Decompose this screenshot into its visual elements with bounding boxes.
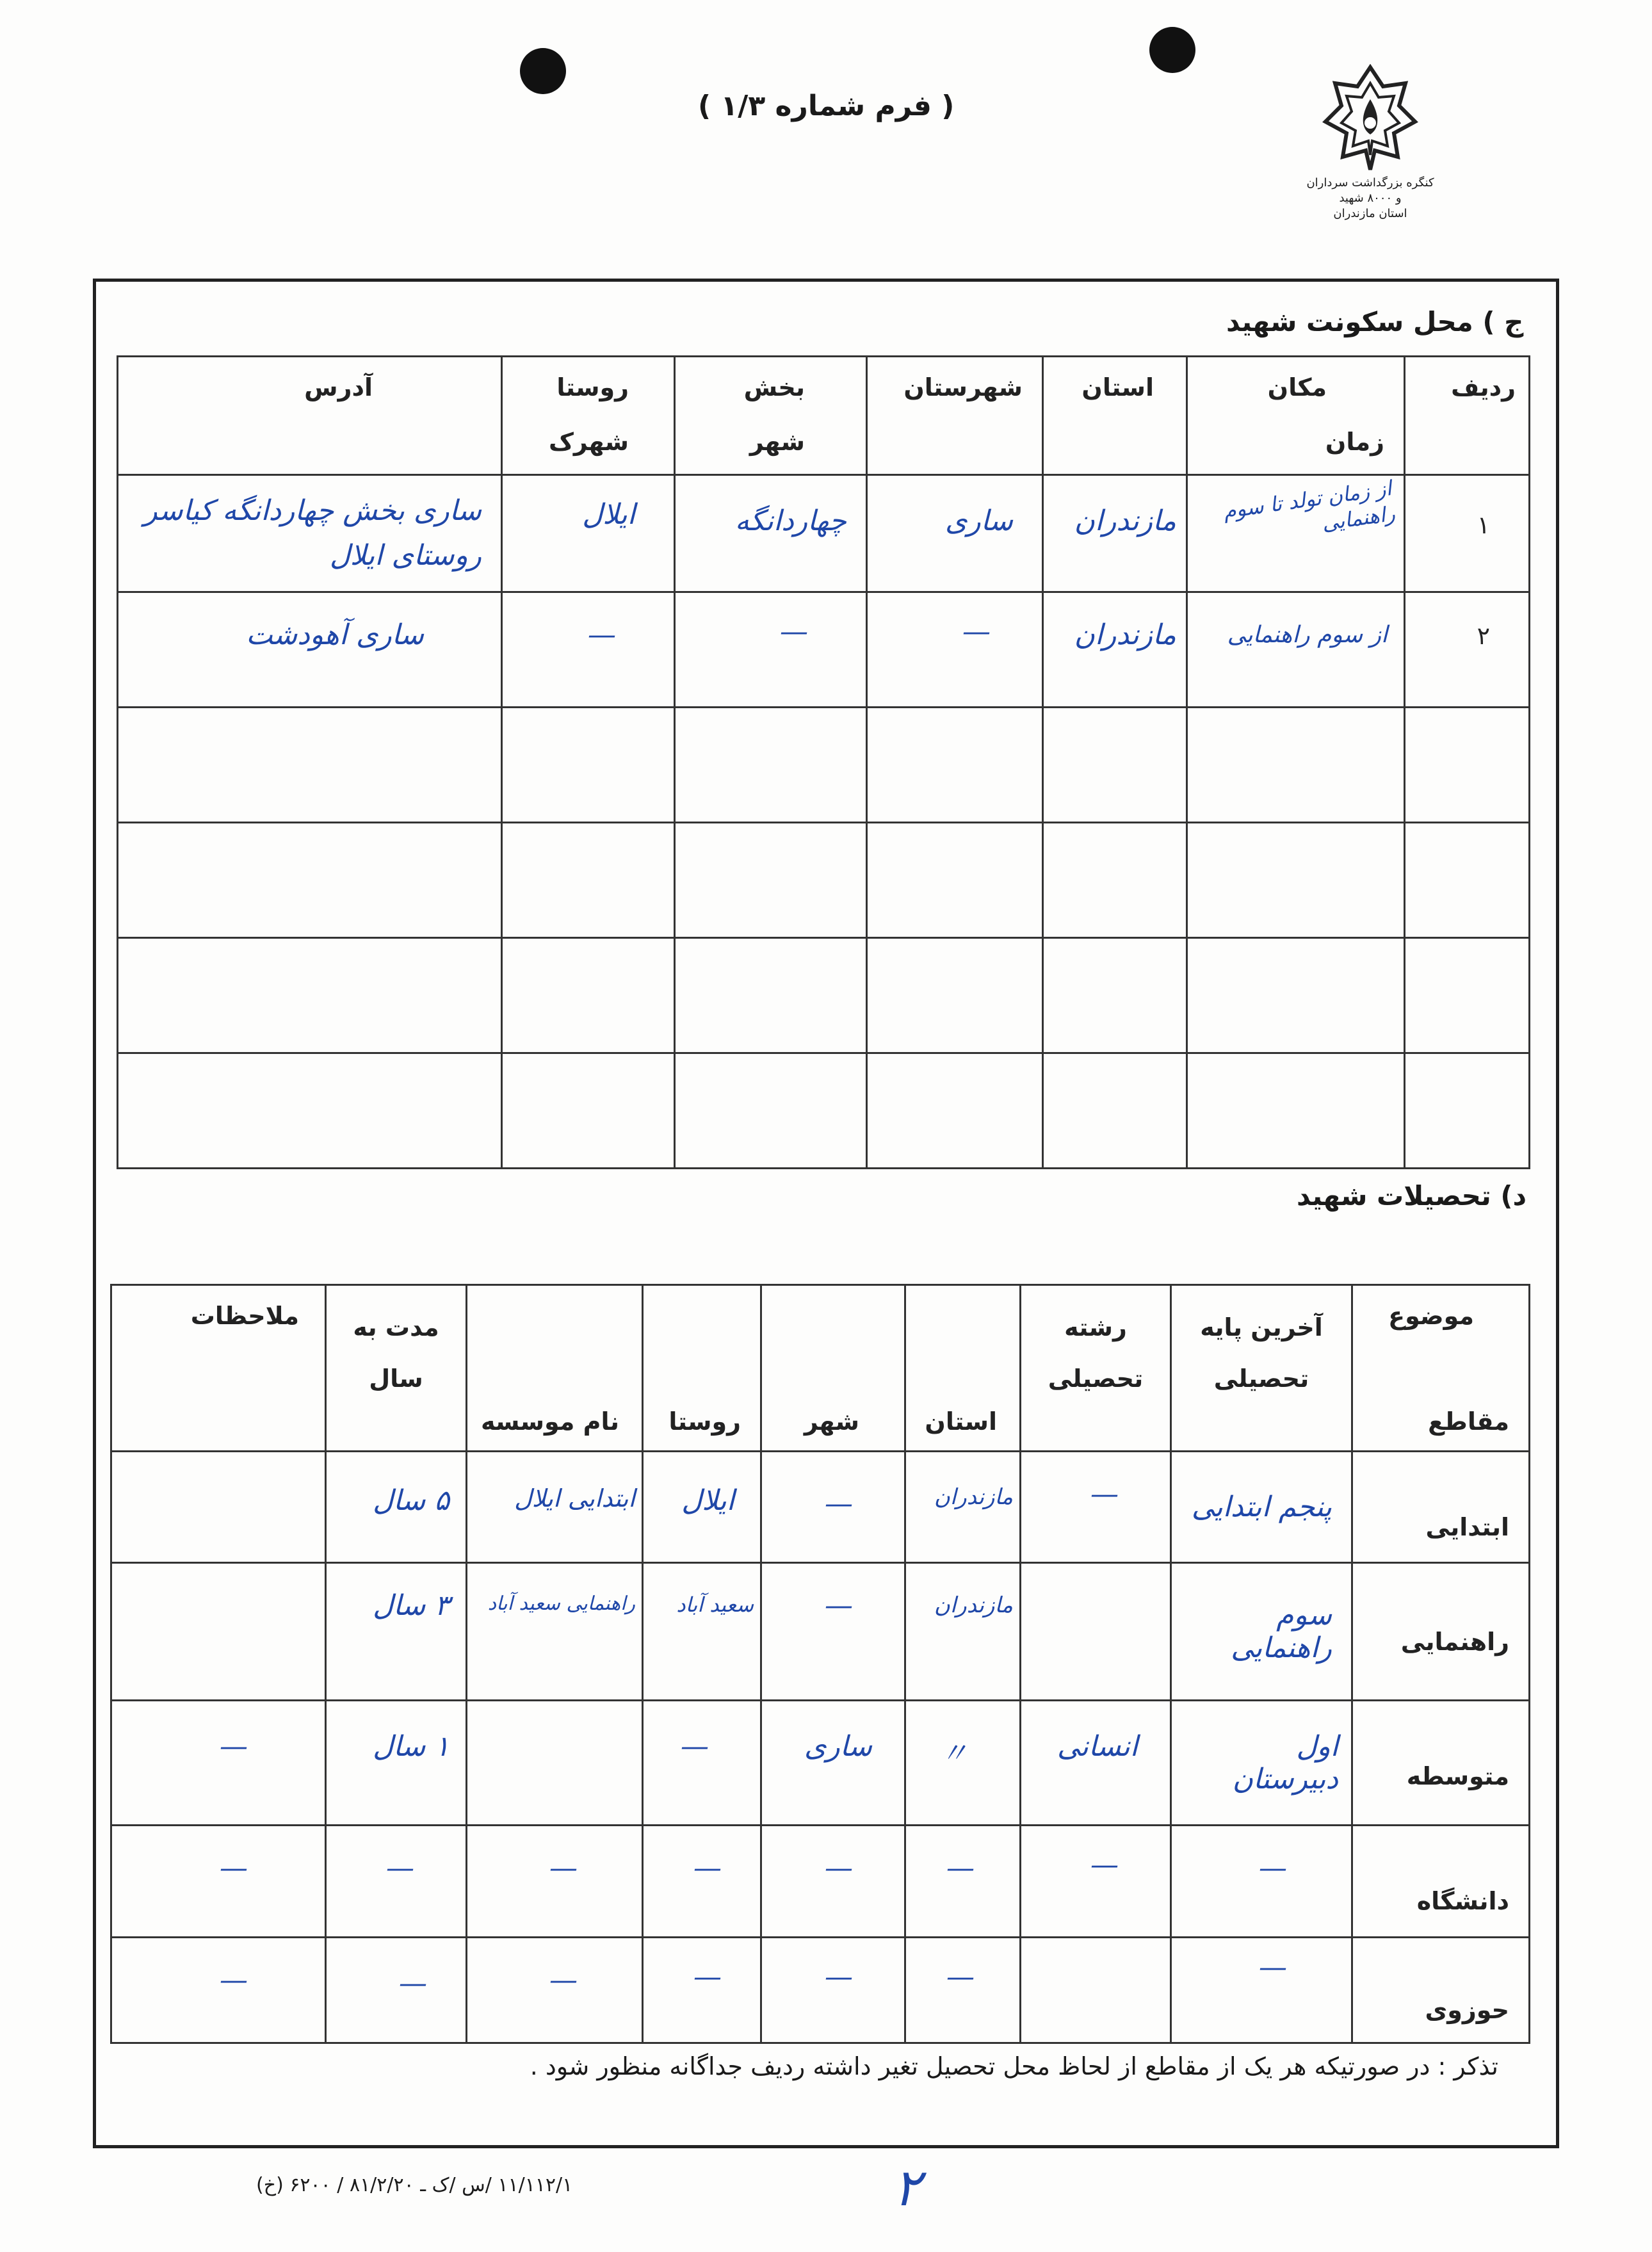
header-label: رشته تحصیلی: [1048, 1313, 1144, 1393]
cell-text: —: [825, 1961, 853, 1993]
cell-text: از زمان تولد تا سوم راهنمایی: [1221, 476, 1397, 536]
form-number: ( فرم شماره ۱/۳ ): [698, 90, 955, 122]
cell-last-grade: [1171, 1452, 1352, 1563]
cell-duration: [326, 1701, 467, 1826]
cell-text: 〃: [940, 1737, 968, 1770]
empty-cell: [1405, 938, 1530, 1053]
cell-text: مازندران: [1074, 619, 1176, 651]
cell-text: متوسطه: [1406, 1762, 1509, 1790]
page-number: ۲: [893, 2158, 921, 2217]
cell-text: —: [825, 1487, 853, 1520]
cell-village: [643, 1563, 761, 1701]
header-row-number: [1405, 357, 1530, 475]
table-row: [118, 592, 1530, 708]
cell-text: سوم راهنمایی: [1231, 1599, 1332, 1664]
empty-cell: [675, 823, 867, 938]
table-row-empty: [118, 938, 1530, 1053]
header-address: [118, 357, 502, 475]
cell-text: اول دبیرستان: [1232, 1730, 1338, 1795]
cell-row-number: [1405, 592, 1530, 708]
empty-cell: [502, 708, 675, 823]
cell-duration: [326, 1452, 467, 1563]
cell-text: —: [780, 615, 808, 648]
empty-cell: [1187, 823, 1405, 938]
empty-cell: [1187, 938, 1405, 1053]
cell-text: ۳ سال: [373, 1589, 449, 1622]
empty-cell: [502, 938, 675, 1053]
cell-field: [1021, 1452, 1171, 1563]
empty-cell: [502, 823, 675, 938]
cell-text: مازندران: [934, 1592, 1013, 1618]
cell-row-number: [1405, 475, 1530, 592]
cell-city: [761, 1701, 905, 1826]
header-notes: [111, 1285, 326, 1452]
cell-last-grade: [1171, 1826, 1352, 1938]
header-county: [867, 357, 1043, 475]
cell-text: مازندران: [1074, 505, 1176, 537]
header-label: آخرین پایه تحصیلی: [1200, 1313, 1323, 1393]
empty-cell: [1405, 1053, 1530, 1169]
cell-county: [867, 475, 1043, 592]
cell-text: ساری: [945, 505, 1013, 537]
cell-text: ایلال: [582, 498, 635, 531]
education-note: تذکر : در صورتیکه هر یک از مقاطع از لحاظ محل تحصیل تغیر داشته ردیف جداگانه منظور شود .: [530, 2052, 1498, 2080]
cell-province: [905, 1826, 1021, 1938]
cell-notes: [111, 1938, 326, 2043]
cell-village-town: [502, 475, 675, 592]
cell-text: [112, 1564, 325, 1615]
cell-institute: [467, 1452, 643, 1563]
cell-text: ایلال: [681, 1484, 734, 1517]
cell-level: [1352, 1563, 1530, 1701]
header-village: [643, 1285, 761, 1452]
logo: [1306, 64, 1434, 243]
cell-city: [761, 1938, 905, 2043]
empty-cell: [1187, 708, 1405, 823]
header-level: [1352, 1285, 1530, 1452]
cell-text: ۱: [1477, 511, 1490, 539]
header-label: مدت به سال: [353, 1313, 439, 1393]
cell-district-city: [675, 592, 867, 708]
cell-level: [1352, 1701, 1530, 1826]
cell-field: [1021, 1701, 1171, 1826]
cell-duration: [326, 1938, 467, 2043]
cell-text: چهاردانگه: [734, 505, 846, 537]
cell-village: [643, 1701, 761, 1826]
logo-caption-province: استان مازندران: [1333, 207, 1407, 220]
cell-text: —: [220, 1964, 248, 1997]
header-label: استان: [925, 1407, 997, 1436]
cell-address: [118, 475, 502, 592]
header-label: مقاطع: [1428, 1407, 1509, 1436]
empty-cell: [1043, 708, 1187, 823]
header-city: [761, 1285, 905, 1452]
header-label: شهرستان: [903, 373, 1023, 401]
table-row-empty: [118, 1053, 1530, 1169]
header-label: شهرک: [548, 428, 629, 456]
header-label: ردیف: [1451, 373, 1516, 401]
cell-text: —: [1259, 1951, 1287, 1984]
cell-text: —: [946, 1961, 975, 1993]
header-label: زمان: [1325, 428, 1384, 456]
empty-cell: [867, 708, 1043, 823]
cell-text: ساری آهودشت: [246, 619, 424, 651]
cell-notes: [111, 1563, 326, 1701]
table-row-empty: [118, 708, 1530, 823]
cell-text: —: [825, 1589, 853, 1622]
cell-text: —: [693, 1852, 722, 1884]
header-label: آدرس: [304, 373, 373, 401]
cell-village-town: [502, 592, 675, 708]
cell-institute: [467, 1938, 643, 2043]
empty-cell: [867, 1053, 1043, 1169]
cell-text: ساری: [804, 1730, 872, 1763]
cell-notes: [111, 1826, 326, 1938]
cell-village: [643, 1452, 761, 1563]
header-field: [1021, 1285, 1171, 1452]
empty-cell: [675, 1053, 867, 1169]
cell-institute: [467, 1826, 643, 1938]
empty-cell: [867, 823, 1043, 938]
cell-level: [1352, 1826, 1530, 1938]
cell-text: —: [693, 1961, 722, 1993]
table-row-empty: [118, 823, 1530, 938]
cell-text: —: [681, 1730, 709, 1763]
cell-last-grade: [1171, 1938, 1352, 2043]
table-row: [111, 1563, 1530, 1701]
cell-text: —: [220, 1730, 248, 1763]
empty-cell: [1043, 1053, 1187, 1169]
empty-cell: [1043, 823, 1187, 938]
cell-text: ابتدایی: [1425, 1513, 1509, 1541]
cell-text: —: [549, 1964, 578, 1997]
table-row: [111, 1452, 1530, 1563]
cell-county: [867, 592, 1043, 708]
cell-province: [905, 1452, 1021, 1563]
cell-last-grade: [1171, 1563, 1352, 1701]
cell-text: —: [1090, 1478, 1119, 1511]
cell-village: [643, 1826, 761, 1938]
cell-text: —: [386, 1852, 414, 1884]
cell-text: مازندران: [934, 1484, 1013, 1510]
empty-cell: [867, 938, 1043, 1053]
cell-text: —: [1090, 1849, 1119, 1881]
header-label: شهر: [749, 428, 805, 456]
cell-text: ۱ سال: [373, 1730, 449, 1763]
table-row: [111, 1938, 1530, 2043]
cell-text: —: [220, 1852, 248, 1884]
cell-city: [761, 1826, 905, 1938]
cell-province: [905, 1938, 1021, 2043]
empty-cell: [1187, 1053, 1405, 1169]
empty-cell: [118, 708, 502, 823]
cell-text: [467, 1701, 642, 1759]
header-label: مکان: [1267, 373, 1327, 401]
cell-duration: [326, 1826, 467, 1938]
cell-text: —: [962, 615, 991, 648]
residence-table: [117, 355, 1530, 1169]
residence-section-title: ج ) محل سکونت شهید: [1226, 306, 1524, 337]
cell-notes: [111, 1452, 326, 1563]
cell-duration: [326, 1563, 467, 1701]
cell-text: ساری بخش چهاردانگه کیاسر روستای ایلال: [143, 494, 482, 572]
empty-cell: [1405, 708, 1530, 823]
cell-province: [1043, 475, 1187, 592]
empty-cell: [675, 708, 867, 823]
table-row: [118, 475, 1530, 592]
cell-city: [761, 1563, 905, 1701]
cell-text: [112, 1452, 325, 1516]
cell-text: انسانی: [1057, 1730, 1138, 1763]
empty-cell: [118, 823, 502, 938]
header-label: روستا: [668, 1407, 741, 1436]
cell-text: راهنمایی: [1400, 1628, 1509, 1656]
header-label: موضوع: [1388, 1302, 1474, 1330]
cell-place-time: [1187, 592, 1405, 708]
cell-text: [1021, 1938, 1170, 1989]
cell-text: راهنمایی سعید آباد: [487, 1592, 635, 1615]
cell-text: ۲: [1477, 622, 1490, 650]
punch-hole-left: [520, 48, 566, 94]
punch-hole-right: [1149, 27, 1195, 73]
cell-province: [905, 1563, 1021, 1701]
empty-cell: [1405, 823, 1530, 938]
education-table: [110, 1284, 1530, 2044]
cell-last-grade: [1171, 1701, 1352, 1826]
cell-district-city: [675, 475, 867, 592]
emblem-icon: [1322, 64, 1418, 173]
header-label: روستا: [556, 373, 629, 401]
cell-level: [1352, 1938, 1530, 2043]
cell-province: [905, 1701, 1021, 1826]
cell-text: —: [825, 1852, 853, 1884]
header-province: [1043, 357, 1187, 475]
cell-text: دانشگاه: [1416, 1887, 1509, 1915]
cell-address: [118, 592, 502, 708]
header-village-town: [502, 357, 675, 475]
cell-field: [1021, 1563, 1171, 1701]
empty-cell: [118, 1053, 502, 1169]
empty-cell: [675, 938, 867, 1053]
empty-cell: [502, 1053, 675, 1169]
cell-text: —: [946, 1852, 975, 1884]
cell-level: [1352, 1452, 1530, 1563]
header-province: [905, 1285, 1021, 1452]
cell-text: از سوم راهنمایی: [1227, 622, 1388, 648]
cell-text: —: [399, 1967, 427, 2000]
header-label: بخش: [743, 373, 805, 401]
header-label: ملاحظات: [190, 1302, 299, 1330]
cell-village: [643, 1938, 761, 2043]
header-label: استان: [1081, 373, 1154, 401]
cell-text: [1021, 1564, 1170, 1634]
cell-text: سعید آباد: [676, 1592, 754, 1617]
cell-city: [761, 1452, 905, 1563]
cell-text: —: [588, 619, 616, 651]
education-section-title: د) تحصیلات شهید: [1297, 1180, 1527, 1211]
header-last-grade: [1171, 1285, 1352, 1452]
header-label: نام موسسه: [480, 1407, 619, 1436]
cell-field: [1021, 1826, 1171, 1938]
empty-cell: [1043, 938, 1187, 1053]
cell-field: [1021, 1938, 1171, 2043]
cell-province: [1043, 592, 1187, 708]
header-district-city: [675, 357, 867, 475]
cell-institute: [467, 1701, 643, 1826]
cell-institute: [467, 1563, 643, 1701]
header-place-time: [1187, 357, 1405, 475]
cell-text: —: [549, 1852, 578, 1884]
cell-place-time: [1187, 475, 1405, 592]
table-row: [111, 1826, 1530, 1938]
form-code: ۱۱/۱۱۲/۱ /س /ک ـ ۸۱/۲/۲۰ / ۶۲۰۰ (خ): [256, 2174, 573, 2196]
header-institute: [467, 1285, 643, 1452]
cell-text: ۵ سال: [373, 1484, 449, 1517]
logo-caption: کنگره بزرگداشت سرداران و ۸۰۰۰ شهید: [1306, 176, 1434, 205]
cell-text: حوزوی: [1425, 1996, 1509, 2024]
cell-text: —: [1259, 1852, 1287, 1884]
cell-text: ابتدایی ایلال: [514, 1484, 635, 1512]
table-row: [111, 1701, 1530, 1826]
header-label: شهر: [804, 1407, 859, 1436]
empty-cell: [118, 938, 502, 1053]
cell-text: پنجم ابتدایی: [1191, 1491, 1332, 1523]
header-duration: [326, 1285, 467, 1452]
cell-notes: [111, 1701, 326, 1826]
